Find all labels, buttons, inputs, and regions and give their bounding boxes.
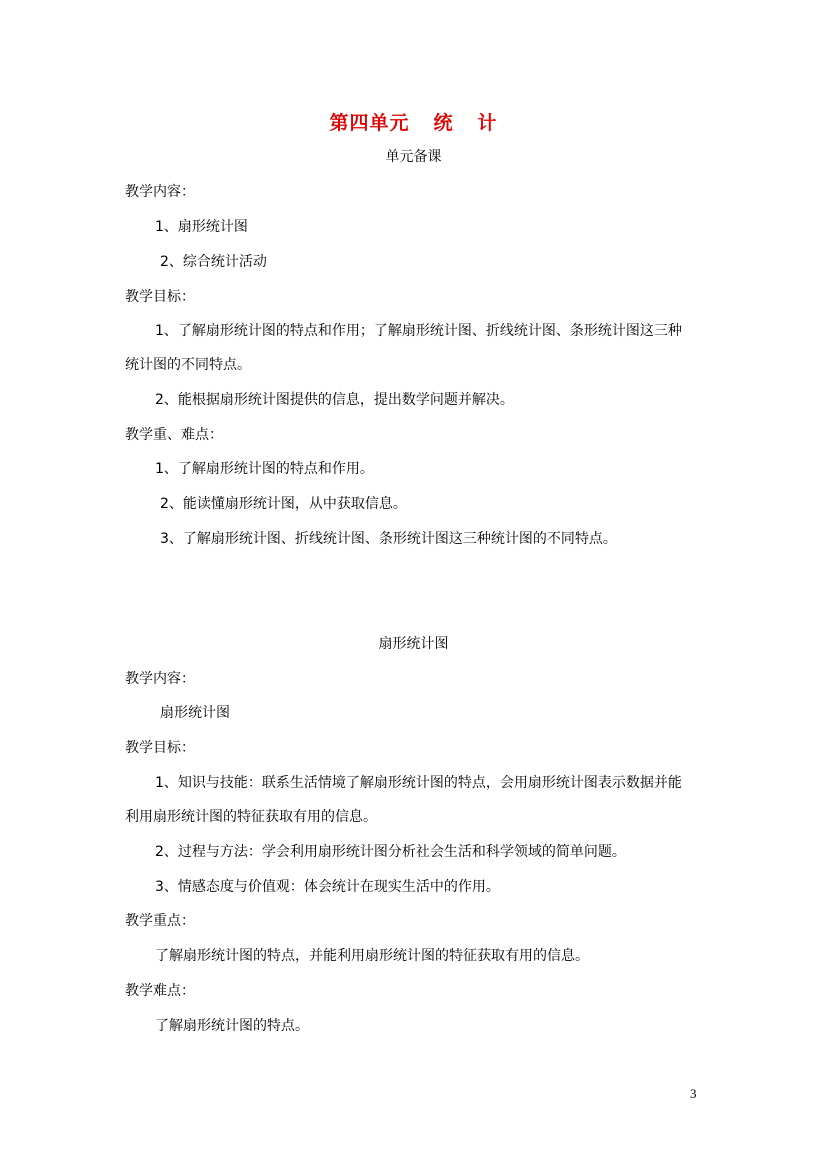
title-part1: 第四单元 bbox=[329, 112, 410, 134]
section1-goal1-line1: 1、了解扇形统计图的特点和作用；了解扇形统计图、折线统计图、条形统计图这三种 bbox=[155, 323, 682, 339]
section1-goal1-line2: 统计图的不同特点。 bbox=[125, 357, 251, 373]
section2-heading: 扇形统计图 bbox=[378, 636, 449, 652]
section1-goal2: 2、能根据扇形统计图提供的信息，提出数学问题并解决。 bbox=[155, 392, 514, 408]
section1-heading: 单元备课 bbox=[385, 149, 442, 165]
section2-content: 扇形统计图 bbox=[160, 705, 230, 721]
section1-goals-label: 教学目标： bbox=[125, 289, 195, 305]
title-part3: 计 bbox=[477, 112, 498, 134]
page-number: 3 bbox=[690, 1086, 697, 1101]
page-title bbox=[0, 111, 827, 135]
section1-content-item-1: 1、扇形统计图 bbox=[155, 219, 248, 235]
section2-content-label: 教学内容： bbox=[125, 671, 195, 687]
section1-content-item-2: 2、综合统计活动 bbox=[160, 254, 267, 270]
section2-goal1-line2: 利用扇形统计图的特征获取有用的信息。 bbox=[125, 809, 377, 825]
section1-content-label: 教学内容： bbox=[125, 184, 195, 200]
section2-difficulty: 了解扇形统计图的特点。 bbox=[155, 1018, 309, 1034]
section2-goal1-line1: 1、知识与技能：联系生活情境了解扇形统计图的特点，会用扇形统计图表示数据并能 bbox=[155, 775, 682, 791]
section1-key-2: 2、能读懂扇形统计图，从中获取信息。 bbox=[160, 496, 407, 512]
section2-difficulty-label: 教学难点： bbox=[125, 983, 195, 999]
section2-goal2: 2、过程与方法：学会利用扇形统计图分析社会生活和科学领域的简单问题。 bbox=[155, 844, 626, 860]
section1-key-1: 1、了解扇形统计图的特点和作用。 bbox=[155, 461, 374, 477]
section2-goals-label: 教学目标： bbox=[125, 740, 195, 756]
section2-key: 了解扇形统计图的特点，并能利用扇形统计图的特征获取有用的信息。 bbox=[155, 948, 589, 964]
section1-key-3: 3、了解扇形统计图、折线统计图、条形统计图这三种统计图的不同特点。 bbox=[160, 531, 617, 547]
section2-key-label: 教学重点： bbox=[125, 913, 195, 929]
section2-goal3: 3、情感态度与价值观：体会统计在现实生活中的作用。 bbox=[155, 879, 500, 895]
section1-keys-label: 教学重、难点： bbox=[125, 427, 223, 443]
title-part2: 统 bbox=[433, 112, 454, 134]
